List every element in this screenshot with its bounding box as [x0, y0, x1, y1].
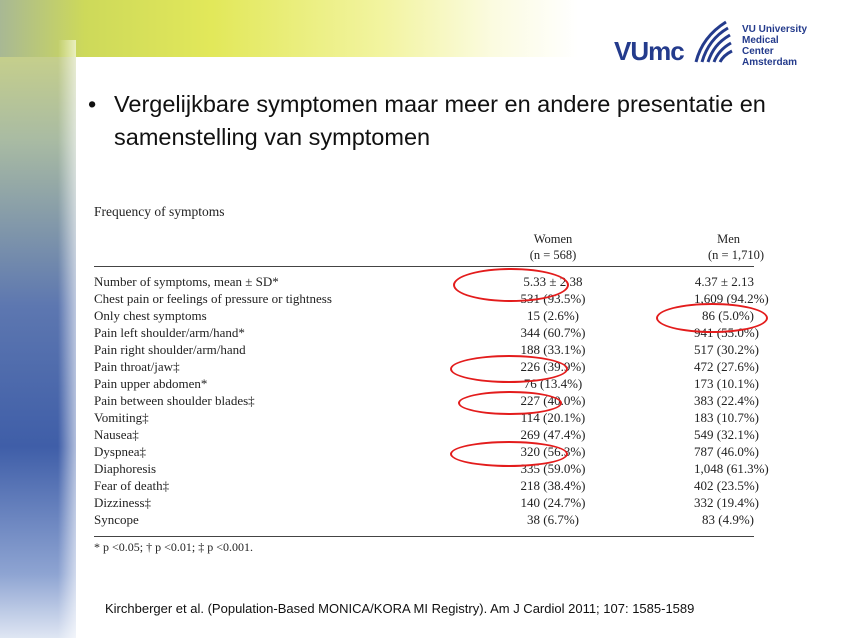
highlight-circle: [450, 355, 568, 383]
men-value: 332 (19.4%): [694, 495, 759, 510]
row-label: Pain throat/jaw‡: [94, 359, 180, 374]
vumc-logo: [610, 18, 810, 68]
row-label: Vomiting‡: [94, 410, 149, 425]
row-label: Only chest symptoms: [94, 308, 207, 323]
table-row: [94, 376, 759, 393]
row-label: Dyspnea‡: [94, 444, 146, 459]
table-row: [94, 444, 759, 461]
men-value: 472 (27.6%): [694, 359, 759, 374]
table-row: [94, 325, 759, 342]
highlight-circle: [453, 268, 569, 302]
header-women-n: (n = 568): [529, 248, 577, 262]
table-footnote: * p <0.05; † p <0.01; ‡ p <0.001.: [94, 540, 253, 554]
women-value: 76 (13.4%): [523, 376, 583, 391]
women-value: 15 (2.6%): [527, 308, 579, 323]
men-value: 183 (10.7%): [694, 410, 759, 425]
row-label: Syncope: [94, 512, 139, 527]
table-row: [94, 274, 754, 291]
header-men-n: (n = 1,710): [708, 248, 764, 262]
men-value: 1,609 (94.2%): [694, 291, 769, 306]
footer-rule: [94, 536, 754, 537]
row-label: Chest pain or feelings of pressure or tightness: [94, 291, 332, 306]
row-label: Pain left shoulder/arm/hand*: [94, 325, 245, 340]
logo-line: VU University: [742, 24, 808, 35]
row-label: Nausea‡: [94, 427, 139, 442]
row-label: Pain upper abdomen*: [94, 376, 208, 391]
men-value: 383 (22.4%): [694, 393, 759, 408]
logo-line: Amsterdam: [742, 57, 798, 68]
row-label: Dizziness‡: [94, 495, 152, 510]
men-value: 549 (32.1%): [694, 427, 759, 442]
logo-line: Medical Center: [742, 35, 779, 57]
women-value: 531 (93.5%): [520, 291, 586, 306]
header-women: Women: [533, 232, 573, 246]
logo-text: [742, 24, 810, 68]
women-value: 227 (40.0%): [520, 393, 586, 408]
table-row: [94, 478, 759, 495]
row-label: Pain between shoulder blades‡: [94, 393, 255, 408]
women-value: 38 (6.7%): [527, 512, 579, 527]
men-value: 173 (10.1%): [694, 376, 759, 391]
table-row: [94, 359, 759, 376]
left-bar-fade: [58, 40, 76, 638]
table-row: [94, 291, 769, 308]
highlight-circle: [656, 303, 768, 333]
highlight-circle: [450, 441, 568, 467]
men-value: 4.37 ± 2.13: [694, 274, 754, 289]
women-value: 320 (56.3%): [520, 444, 586, 459]
women-value: 344 (60.7%): [520, 325, 586, 340]
symptom-table: [94, 204, 769, 564]
women-value: 226 (39.9%): [520, 359, 586, 374]
men-value: 517 (30.2%): [694, 342, 759, 357]
women-value: 114 (20.1%): [520, 410, 586, 425]
header-men: Men: [717, 232, 740, 246]
women-value: 5.33 ± 2.38: [523, 274, 583, 289]
men-value: 83 (4.9%): [702, 512, 754, 527]
logo-wordmark: VUmc: [614, 36, 684, 66]
women-value: 269 (47.4%): [520, 427, 586, 442]
men-value: 941 (55.0%): [694, 325, 759, 340]
men-value: 402 (23.5%): [694, 478, 759, 493]
header-rule: [94, 266, 754, 267]
row-label: Diaphoresis: [94, 461, 157, 476]
women-value: 335 (59.0%): [520, 461, 586, 476]
men-value: 787 (46.0%): [694, 444, 759, 459]
men-value: 86 (5.0%): [702, 308, 754, 323]
row-label: Number of symptoms, mean ± SD*: [94, 274, 279, 289]
women-value: 188 (33.1%): [520, 342, 586, 357]
row-label: Fear of death‡: [94, 478, 170, 493]
women-value: 218 (38.4%): [520, 478, 586, 493]
bullet-marker: •: [88, 91, 97, 117]
table-row: [94, 410, 759, 427]
table-row: [94, 495, 759, 512]
table-row: [94, 393, 759, 410]
table-row: [94, 342, 759, 359]
table-row: [94, 512, 754, 529]
table-row: [94, 461, 769, 478]
women-value: 140 (24.7%): [520, 495, 586, 510]
table-title: Frequency of symptoms: [94, 204, 225, 219]
highlight-circle: [458, 391, 562, 415]
citation: Kirchberger et al. (Population-Based MONICA/KORA MI Registry). Am J Cardiol 2011; 107: 1585-1589: [105, 601, 695, 616]
bullet-text: Vergelijkbare symptomen maar meer en andere presentatie en samenstelling van symptomen: [114, 91, 766, 150]
table-row: [94, 427, 759, 444]
row-label: Pain right shoulder/arm/hand: [94, 342, 246, 357]
men-value: 1,048 (61.3%): [694, 461, 769, 476]
table-row: [94, 308, 754, 325]
logo-swirl-icon: [686, 18, 734, 66]
